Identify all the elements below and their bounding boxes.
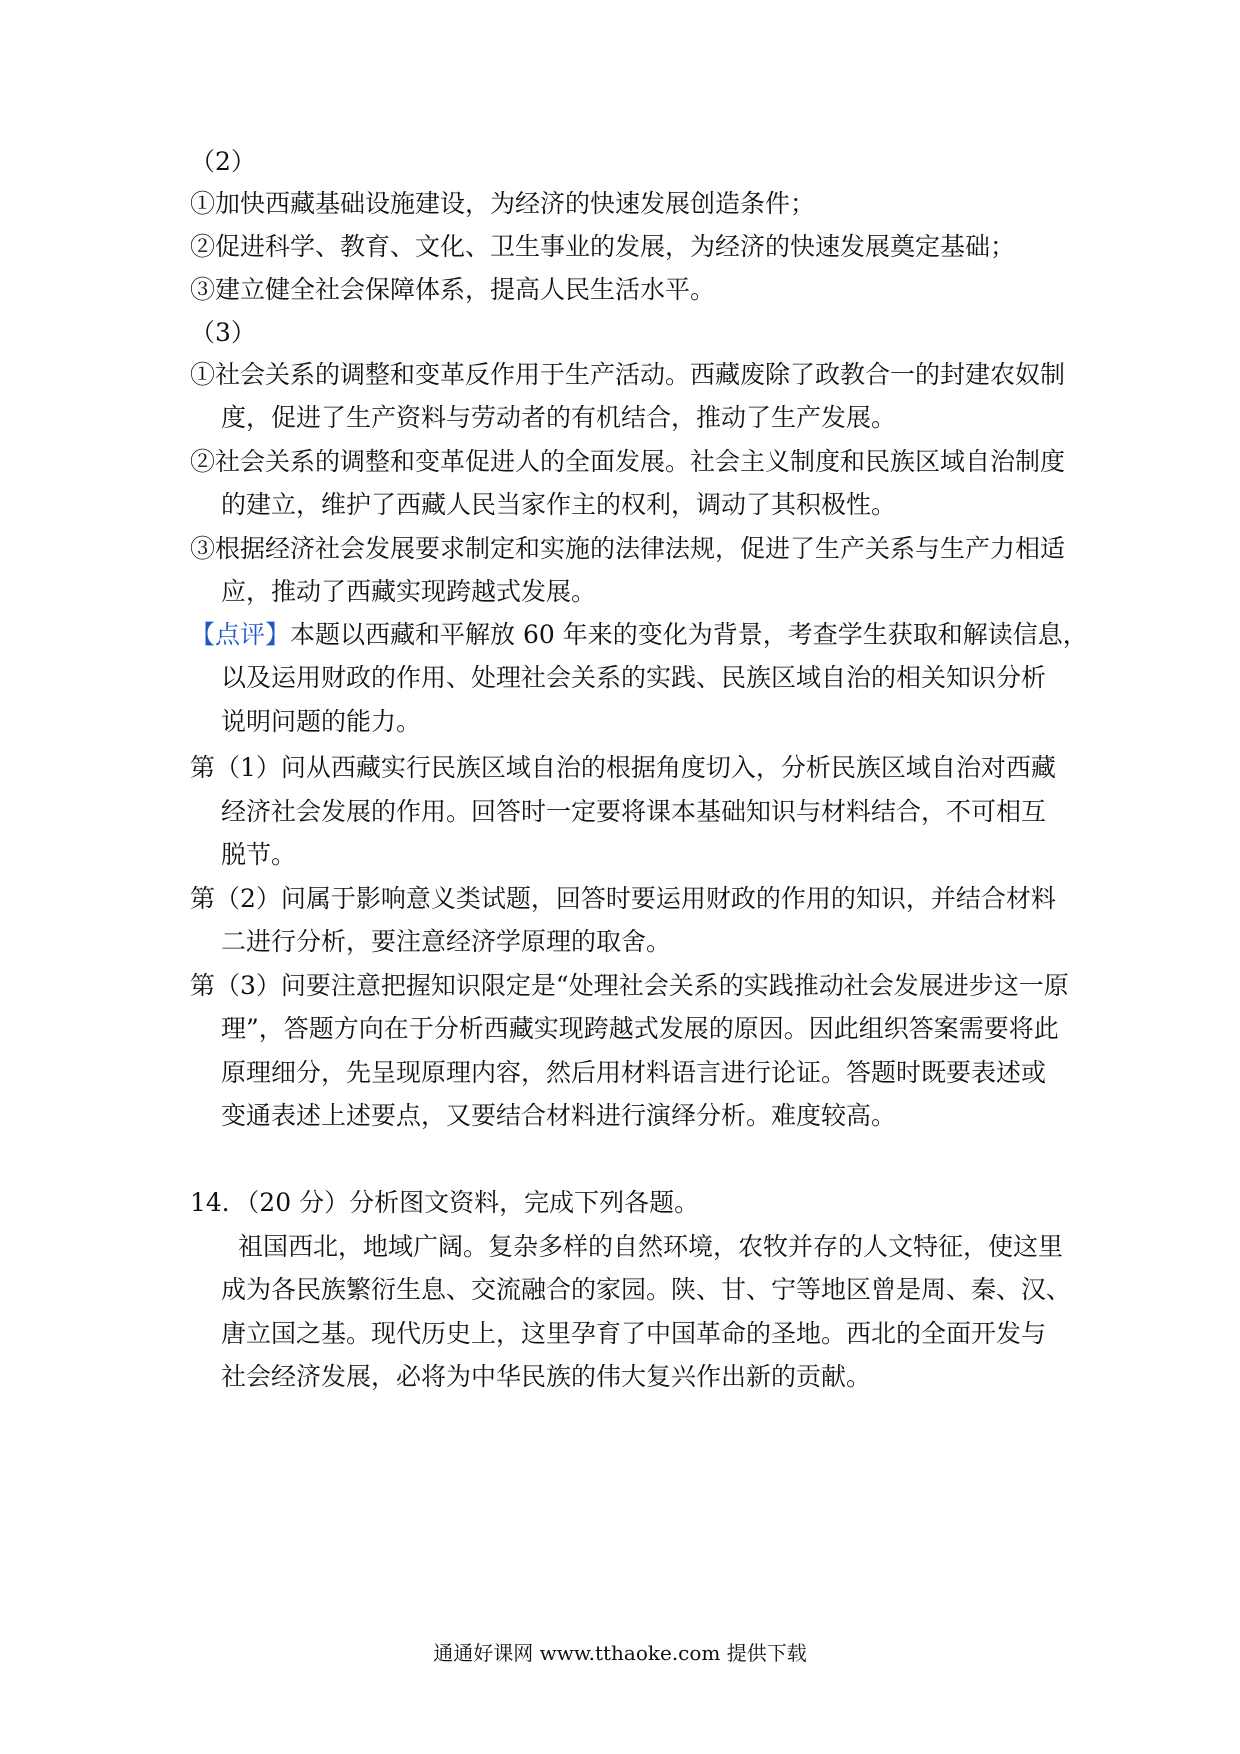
part2-item-2: ②促进科学、教育、文化、卫生事业的发展，为经济的快速发展奠定基础； [190,232,1016,261]
q3-line-1: 第（3）问要注意把握知识限定是“处理社会关系的实践推动社会发展进步这一原 [190,971,1069,1000]
q3-line-2: 理”，答题方向在于分析西藏实现跨越式发展的原因。因此组织答案需要将此 [221,1014,1059,1043]
q1-line-1: 第（1）问从西藏实行民族区域自治的根据角度切入，分析民族区域自治对西藏 [190,753,1056,782]
review-tag: 【点评】 [190,620,291,649]
part3-item-2-line-2: 的建立，维护了西藏人民当家作主的权利，调动了其积极性。 [221,490,897,519]
q1-line-3: 脱节。 [221,840,297,869]
q1-line-2: 经济社会发展的作用。回答时一定要将课本基础知识与材料结合，不可相互 [221,797,1047,826]
footer-watermark: 通通好课网 www.tthaoke.com 提供下载 [433,1641,807,1665]
part2-item-1: ①加快西藏基础设施建设，为经济的快速发展创造条件； [190,189,816,218]
review-line-1 [190,618,1088,652]
question-14-line-3: 唐立国之基。现代历史上，这里孕育了中国革命的圣地。西北的全面开发与 [221,1319,1047,1348]
part3-heading: （3） [190,318,256,347]
part3-item-2-line-1: ②社会关系的调整和变革促进人的全面发展。社会主义制度和民族区域自治制度 [190,447,1066,476]
part3-item-3-line-2: 应，推动了西藏实现跨越式发展。 [221,577,597,606]
q2-line-2: 二进行分析，要注意经济学原理的取舍。 [221,927,672,956]
question-14-line-1: 祖国西北，地域广阔。复杂多样的自然环境，农牧并存的人文特征，使这里 [238,1232,1064,1261]
part2-item-3: ③建立健全社会保障体系，提高人民生活水平。 [190,275,716,304]
review-line-2: 以及运用财政的作用、处理社会关系的实践、民族区域自治的相关知识分析 [221,663,1047,692]
part3-item-3-line-1: ③根据经济社会发展要求制定和实施的法律法规，促进了生产关系与生产力相适 [190,534,1066,563]
question-14-line-2: 成为各民族繁衍生息、交流融合的家园。陕、甘、宁等地区曾是周、秦、汉、 [221,1275,1072,1304]
part3-item-1-line-2: 度，促进了生产资料与劳动者的有机结合，推动了生产发展。 [221,403,897,432]
q3-line-3: 原理细分，先呈现原理内容，然后用材料语言进行论证。答题时既要表述或 [221,1058,1047,1087]
review-line-3: 说明问题的能力。 [221,707,422,736]
part3-item-1-line-1: ①社会关系的调整和变革反作用于生产活动。西藏废除了政教合一的封建农奴制 [190,360,1066,389]
review-text: 本题以西藏和平解放 60 年来的变化为背景，考查学生获取和解读信息， [290,620,1088,649]
question-14-line-4: 社会经济发展，必将为中华民族的伟大复兴作出新的贡献。 [221,1362,872,1391]
part2-heading: （2） [190,147,256,176]
question-14-title: 14．（20 分）分析图文资料，完成下列各题。 [190,1188,700,1217]
q3-line-4: 变通表述上述要点，又要结合材料进行演绎分析。难度较高。 [221,1101,897,1130]
q2-line-1: 第（2）问属于影响意义类试题，回答时要运用财政的作用的知识，并结合材料 [190,884,1056,913]
